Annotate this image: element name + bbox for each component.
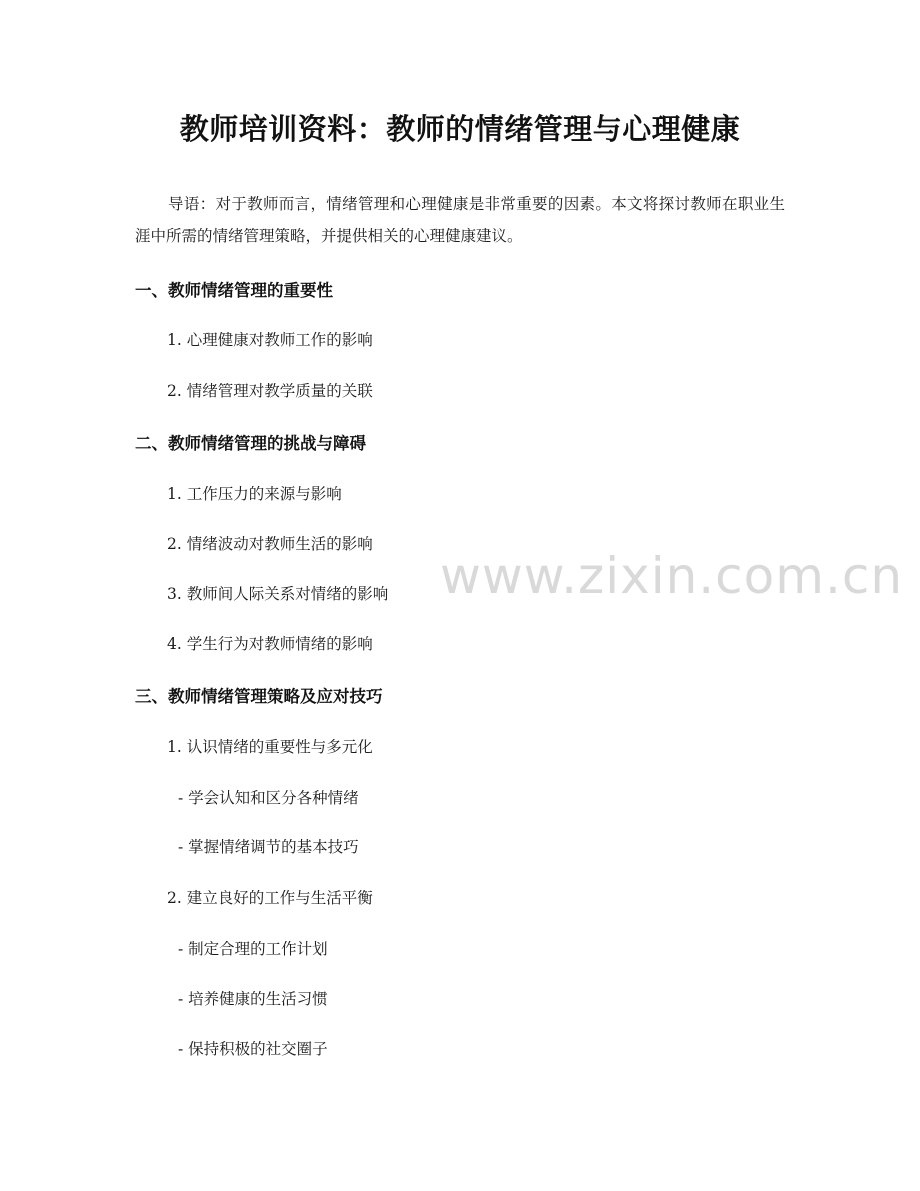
- list-item: 3. 教师间人际关系对情绪的影响: [167, 585, 389, 603]
- sub-list-item: - 掌握情绪调节的基本技巧: [178, 838, 359, 856]
- sub-list-item: - 培养健康的生活习惯: [178, 990, 328, 1008]
- list-item: 1. 工作压力的来源与影响: [167, 485, 342, 503]
- sub-list-item: - 制定合理的工作计划: [178, 940, 328, 958]
- list-item: 2. 建立良好的工作与生活平衡: [167, 889, 373, 907]
- list-item: 2. 情绪波动对教师生活的影响: [167, 535, 373, 553]
- list-item: 2. 情绪管理对教学质量的关联: [167, 382, 373, 400]
- sub-list-item: - 学会认知和区分各种情绪: [178, 789, 359, 807]
- intro-paragraph: 导语：对于教师而言，情绪管理和心理健康是非常重要的因素。本文将探讨教师在职业生涯中所需的情绪管理策略，并提供相关的心理健康建议。: [135, 195, 785, 245]
- section-heading-1: 一、教师情绪管理的重要性: [135, 281, 333, 300]
- document-title: 教师培训资料：教师的情绪管理与心理健康: [179, 112, 741, 146]
- section-heading-2: 二、教师情绪管理的挑战与障碍: [135, 434, 366, 453]
- list-item: 1. 心理健康对教师工作的影响: [167, 331, 373, 349]
- section-heading-3: 三、教师情绪管理策略及应对技巧: [135, 687, 383, 706]
- list-item: 4. 学生行为对教师情绪的影响: [167, 635, 373, 653]
- list-item: 1. 认识情绪的重要性与多元化: [167, 738, 373, 756]
- sub-list-item: - 保持积极的社交圈子: [178, 1040, 328, 1058]
- watermark: www.zixin.com.cn: [440, 547, 904, 605]
